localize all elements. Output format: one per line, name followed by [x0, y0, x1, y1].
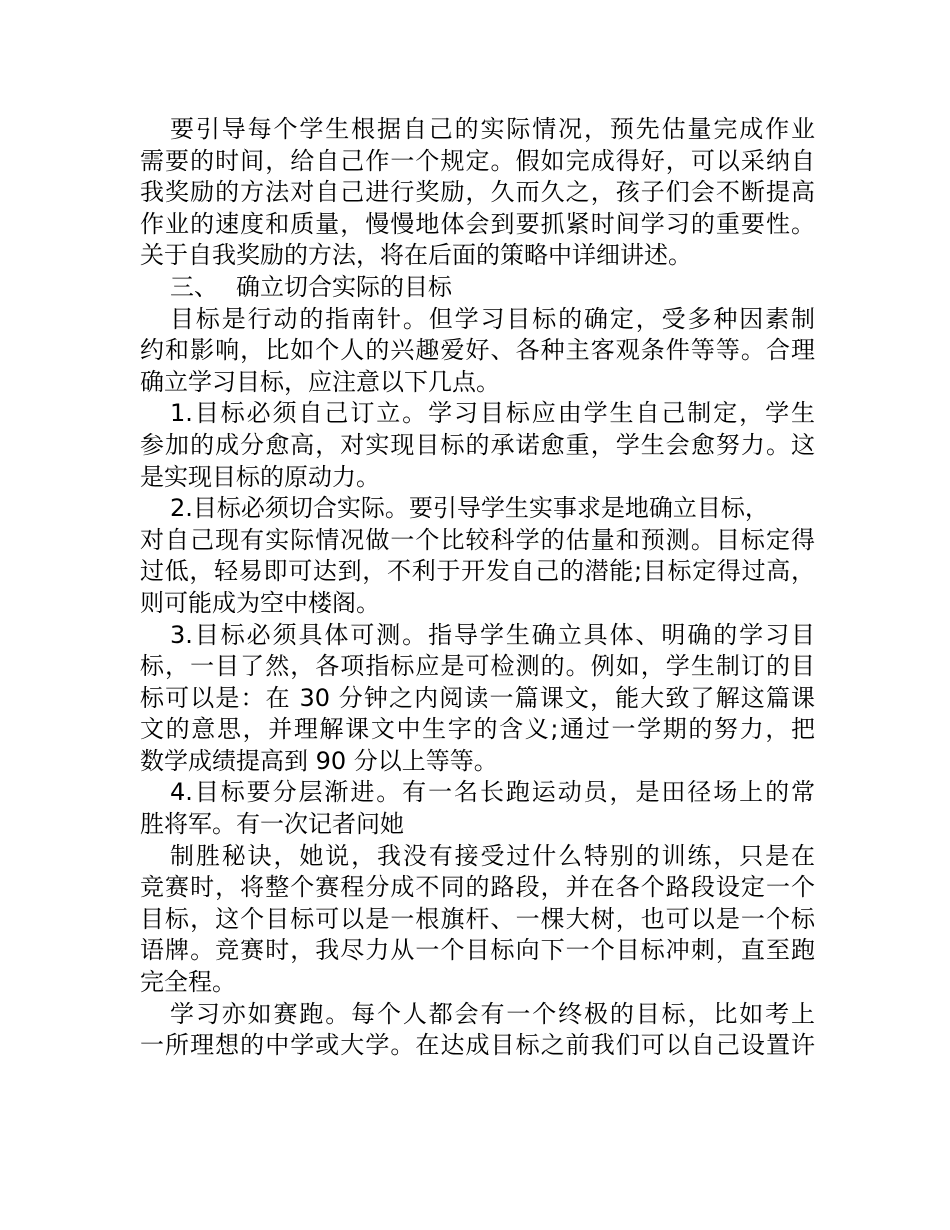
list-item-line: 4.目标要分层渐进。有一名长跑运动员，是田径场上的常	[170, 778, 815, 807]
paragraph-line: 语牌。竞赛时，我尽力从一个目标向下一个目标冲刺，直至跑	[140, 936, 815, 965]
paragraph-line: 一所理想的中学或大学。在达成目标之前我们可以自己设置许	[140, 1031, 815, 1060]
paragraph-line: 参加的成分愈高，对实现目标的承诺愈重，学生会愈努力。这	[140, 430, 815, 459]
paragraph-line: 是实现目标的原动力。	[140, 462, 380, 491]
paragraph-line: 则可能成为空中楼阁。	[140, 588, 380, 617]
paragraph-line: 竞赛时，将整个赛程分成不同的路段，并在各个路段设定一个	[140, 873, 815, 902]
paragraph-line: 文的意思，并理解课文中生字的含义;通过一学期的努力，把	[140, 715, 815, 744]
paragraph-line: 制胜秘诀，她说，我没有接受过什么特别的训练，只是在	[170, 841, 815, 870]
list-item-line: 1.目标必须自己订立。学习目标应由学生自己制定，学生	[170, 399, 815, 428]
paragraph-line: 确立学习目标，应注意以下几点。	[140, 367, 500, 396]
paragraph-line: 标可以是：在 30 分钟之内阅读一篇课文，能大致了解这篇课	[140, 683, 815, 712]
paragraph-line: 过低，轻易即可达到，不利于开发自己的潜能;目标定得过高，	[140, 557, 815, 586]
paragraph-line: 目标，这个目标可以是一根旗杆、一棵大树，也可以是一个标	[140, 904, 815, 933]
section-heading-title: 确立切合实际的目标	[236, 272, 452, 301]
section-heading-number: 三、	[170, 272, 218, 301]
paragraph-line: 我奖励的方法对自己进行奖励，久而久之，孩子们会不断提高	[140, 178, 815, 207]
paragraph-line: 数学成绩提高到 90 分以上等等。	[140, 746, 498, 775]
paragraph-line: 标，一目了然，各项指标应是可检测的。例如，学生制订的目	[140, 652, 815, 681]
paragraph-line: 目标是行动的指南针。但学习目标的确定，受多种因素制	[170, 304, 815, 333]
paragraph-line: 约和影响，比如个人的兴趣爱好、各种主客观条件等等。合理	[140, 336, 815, 365]
document-page	[140, 114, 815, 1062]
paragraph-line: 需要的时间，给自己作一个规定。假如完成得好，可以采纳自	[140, 146, 815, 175]
paragraph-line: 要引导每个学生根据自己的实际情况，预先估量完成作业	[170, 115, 815, 143]
paragraph-line: 作业的速度和质量，慢慢地体会到要抓紧时间学习的重要性。	[140, 209, 815, 238]
paragraph-line: 对自己现有实际情况做一个比较科学的估量和预测。目标定得	[140, 525, 815, 554]
paragraph-line: 学习亦如赛跑。每个人都会有一个终极的目标，比如考上	[170, 999, 815, 1028]
paragraph-line: 胜将军。有一次记者问她	[140, 810, 404, 839]
list-item-line: 2.目标必须切合实际。要引导学生实事求是地确立目标，	[170, 494, 769, 523]
paragraph-line: 关于自我奖励的方法，将在后面的策略中详细讲述。	[140, 241, 692, 270]
section-heading	[140, 272, 815, 304]
paragraph-line: 完全程。	[140, 968, 236, 997]
list-item-line: 3.目标必须具体可测。指导学生确立具体、明确的学习目	[170, 620, 815, 649]
